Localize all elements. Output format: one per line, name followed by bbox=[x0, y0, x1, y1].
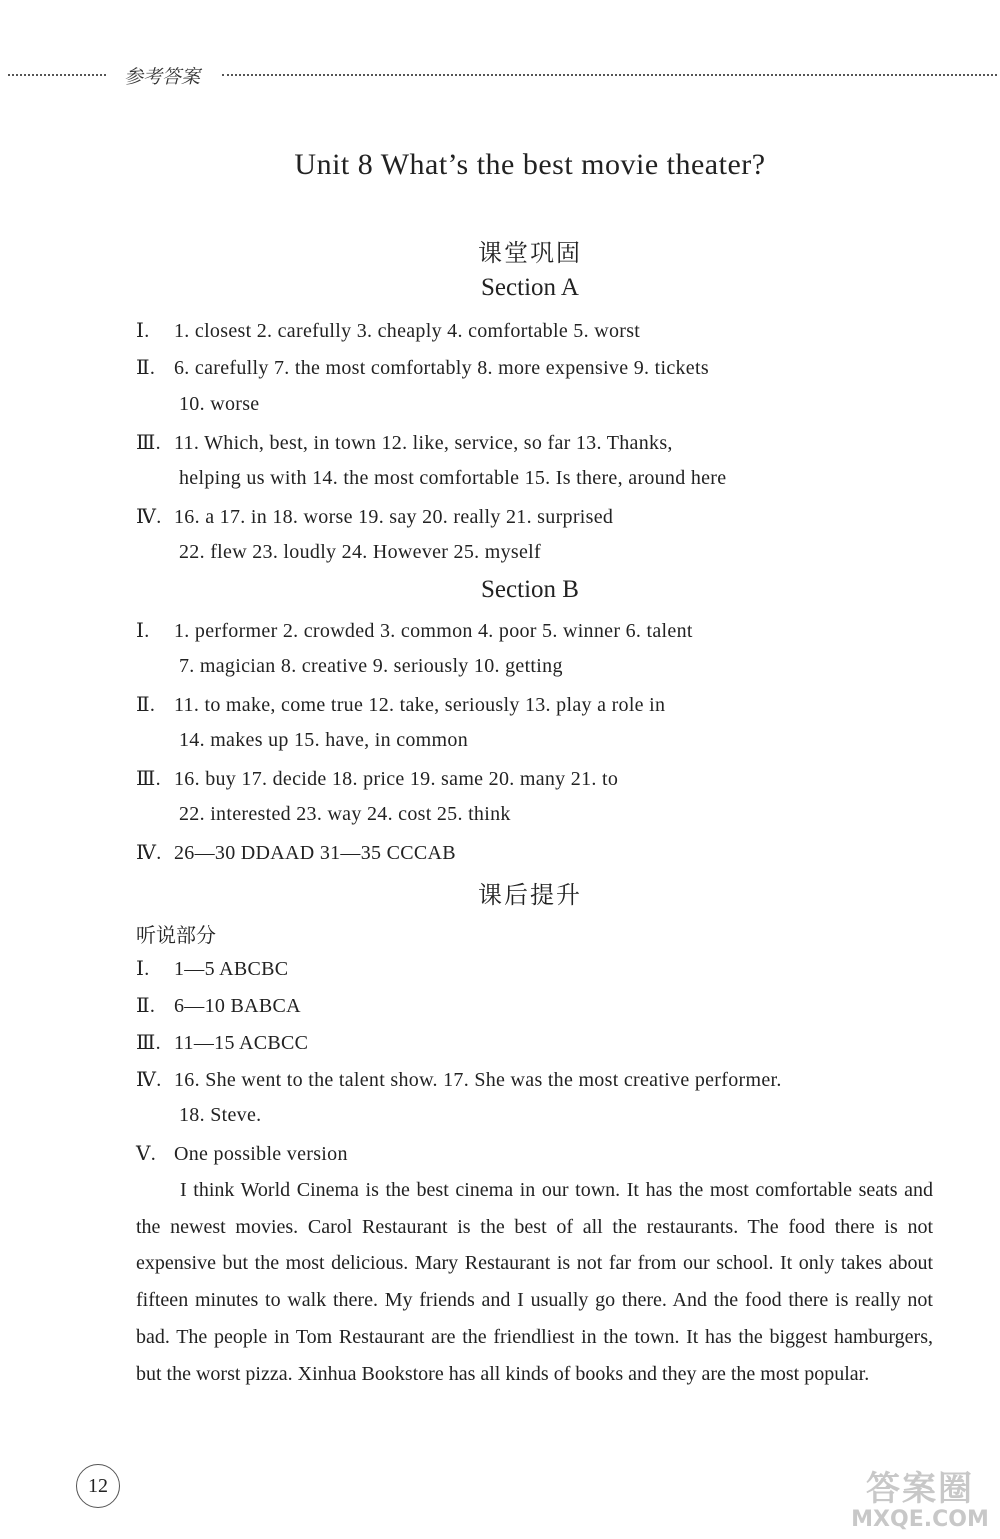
after-class-line: Ⅰ. 1—5 ABCBC bbox=[136, 958, 289, 980]
after-class-line: Ⅴ. One possible version bbox=[136, 1143, 348, 1165]
section-b-line: 14. makes up 15. have, in common bbox=[179, 729, 468, 751]
section-a-line: 22. flew 23. loudly 24. However 25. myself bbox=[179, 541, 541, 563]
after-class-line: Ⅳ. 16. She went to the talent show. 17. She was the most creative performer. bbox=[136, 1069, 782, 1091]
section-b-heading: Section B bbox=[481, 576, 579, 603]
listening-speaking-subheading: 听说部分 bbox=[136, 923, 216, 947]
section-b-line: Ⅲ. 16. buy 17. decide 18. price 19. same 20. many 21. to bbox=[136, 768, 619, 790]
header-label: 参考答案 bbox=[124, 66, 201, 88]
classroom-heading: 课堂巩固 bbox=[478, 239, 582, 267]
unit-title: Unit 8 What’s the best movie theater? bbox=[294, 148, 766, 181]
after-class-line: Ⅱ. 6—10 BABCA bbox=[136, 995, 301, 1017]
section-a-line: Ⅲ. 11. Which, best, in town 12. like, service, so far 13. Thanks, bbox=[136, 432, 673, 454]
section-a-heading: Section A bbox=[481, 274, 579, 301]
page-number: 12 bbox=[76, 1464, 120, 1508]
after-class-line: Ⅲ. 11—15 ACBCC bbox=[136, 1032, 309, 1054]
after-class-line: 18. Steve. bbox=[179, 1104, 262, 1126]
after-class-heading: 课后提升 bbox=[478, 881, 582, 909]
sample-essay: I think World Cinema is the best cinema in our town. It has the most comfortable seats and the newest movies. Carol Restaurant is the best of all the restaurants. The food there is not expensive but the most delicious. Mary Restaurant is not far from our school. It only takes about fifteen minutes to walk there. My friends and I usually go there. And the food there is really not bad. The people in Tom Restaurant are the friendliest in the town. It has the biggest hamburgers, but the worst pizza. Xinhua Bookstore has all kinds of books and they are the most popular. bbox=[136, 1179, 933, 1385]
section-b-line: Ⅱ. 11. to make, come true 12. take, seriously 13. play a role in bbox=[136, 694, 666, 716]
section-b-line: 22. interested 23. way 24. cost 25. think bbox=[179, 803, 511, 825]
section-b-line: 7. magician 8. creative 9. seriously 10. getting bbox=[179, 655, 563, 677]
page-header bbox=[0, 62, 1000, 92]
section-b-line: Ⅰ. 1. performer 2. crowded 3. common 4. poor 5. winner 6. talent bbox=[136, 620, 693, 642]
section-a-line: Ⅰ. 1. closest 2. carefully 3. cheaply 4. comfortable 5. worst bbox=[136, 320, 641, 342]
section-a-line: Ⅳ. 16. a 17. in 18. worse 19. say 20. really 21. surprised bbox=[136, 506, 614, 528]
section-b-line: Ⅳ. 26—30 DDAAD 31—35 CCCAB bbox=[136, 842, 456, 864]
watermark-logo: 答案圈 MXQE.COM bbox=[851, 1469, 989, 1532]
header-dotted-rule-left bbox=[8, 74, 106, 76]
header-dotted-rule-right bbox=[222, 74, 997, 76]
section-a-line: helping us with 14. the most comfortable 15. Is there, around here bbox=[179, 467, 727, 489]
section-a-line: Ⅱ. 6. carefully 7. the most comfortably 8. more expensive 9. tickets bbox=[136, 357, 709, 379]
section-a-line: 10. worse bbox=[179, 393, 260, 415]
